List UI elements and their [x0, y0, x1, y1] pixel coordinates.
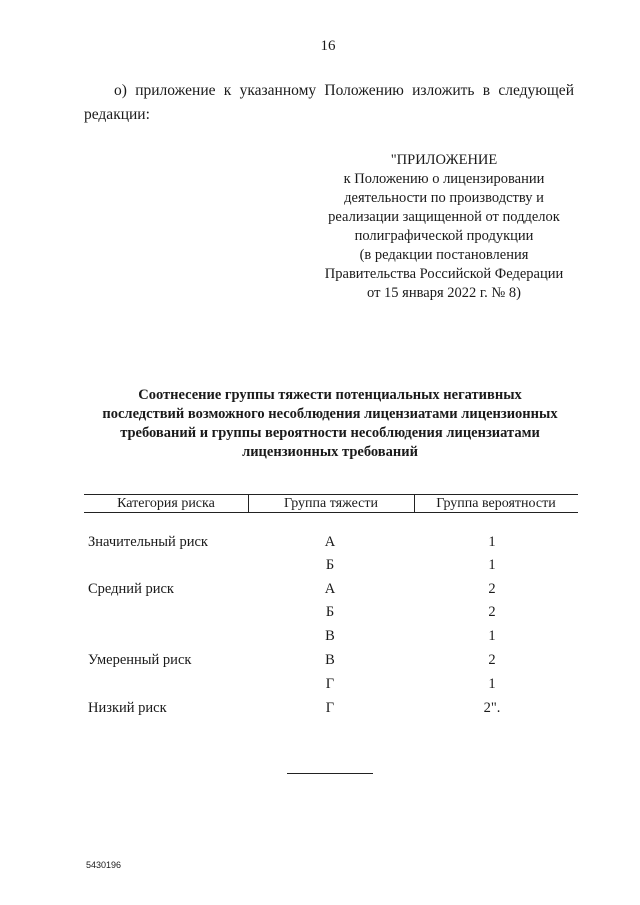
- severity-group: Б: [325, 557, 335, 573]
- amendment-paragraph: о) приложение к указанному Положению изложить в следующей редакции:: [84, 82, 574, 123]
- page-number: 16: [320, 38, 336, 54]
- risk-category: Низкий риск: [88, 700, 167, 716]
- table-row: [0, 581, 640, 601]
- appendix-line: (в редакции постановления: [359, 247, 529, 263]
- appendix-line: деятельности по производству и: [344, 190, 544, 206]
- severity-group: В: [325, 628, 335, 644]
- probability-group: 2: [488, 604, 496, 620]
- severity-group: Б: [325, 604, 335, 620]
- table-title-line: последствий возможного несоблюдения лицензиатами лицензионных: [102, 406, 558, 422]
- appendix-line: полиграфической продукции: [354, 228, 534, 244]
- risk-category: Умеренный риск: [88, 652, 192, 668]
- severity-group: А: [324, 534, 336, 550]
- risk-category: Средний риск: [88, 581, 174, 597]
- probability-group: 2: [488, 581, 496, 597]
- severity-group: А: [324, 581, 336, 597]
- table-row: [0, 676, 640, 696]
- probability-group: 2".: [483, 700, 501, 716]
- appendix-line: к Положению о лицензировании: [343, 171, 545, 187]
- header-severity-group: Группа тяжести: [284, 496, 378, 511]
- table-row: [0, 700, 640, 720]
- probability-group: 2: [488, 652, 496, 668]
- probability-group: 1: [488, 628, 496, 644]
- appendix-line: Правительства Российской Федерации: [324, 266, 564, 282]
- document-code: 5430196: [86, 860, 122, 870]
- table-title-line: Соотнесение группы тяжести потенциальных негативных: [138, 387, 522, 403]
- table-title-line: лицензионных требований: [242, 444, 418, 460]
- severity-group: В: [325, 652, 335, 668]
- header-risk-category: Категория риска: [117, 496, 215, 511]
- table-header-top-rule: [84, 494, 578, 495]
- severity-group: Г: [325, 676, 335, 692]
- closing-separator-rule: [287, 773, 373, 774]
- appendix-line: реализации защищенной от подделок: [328, 209, 560, 225]
- appendix-header: [300, 151, 588, 303]
- header-probability-group: Группа вероятности: [436, 496, 556, 511]
- table-row: [0, 534, 640, 554]
- severity-group: Г: [325, 700, 335, 716]
- table-header-bottom-rule: [84, 512, 578, 513]
- table-row: [0, 628, 640, 648]
- table-row: [0, 604, 640, 624]
- probability-group: 1: [488, 534, 496, 550]
- table-title-line: требований и группы вероятности несоблюдения лицензиатами: [120, 425, 540, 441]
- risk-category: Значительный риск: [88, 534, 208, 550]
- table-row: [0, 652, 640, 672]
- table-title: [70, 386, 590, 462]
- table-row: [0, 557, 640, 577]
- appendix-line: "ПРИЛОЖЕНИЕ: [390, 152, 498, 168]
- appendix-line: от 15 января 2022 г. № 8): [367, 285, 521, 301]
- probability-group: 1: [488, 676, 496, 692]
- probability-group: 1: [488, 557, 496, 573]
